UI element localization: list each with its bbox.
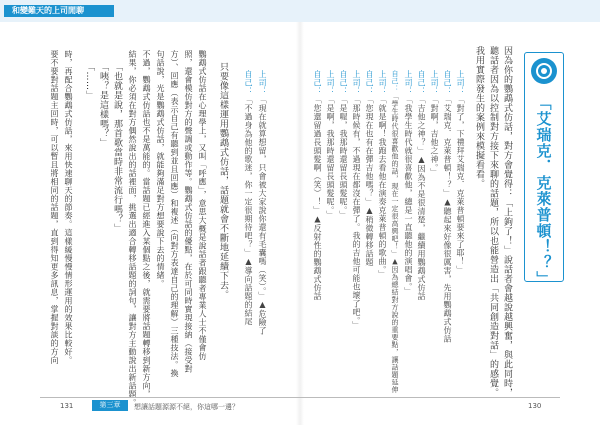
dialogue-line: 上司：「是啊，我那時還留長頭髮呢。」: [326, 70, 335, 219]
body-line: 只要像這樣運用鸚鵡式仿話，話題就會不斷地延續下去。: [218, 62, 228, 300]
body-line: 「也就是說，那首歌當時非常流行嗎？」: [112, 62, 122, 233]
dialogue-line: 自己：「您現在也有在彈吉他嗎？」▲稍微轉移話題: [365, 70, 374, 267]
dialogue-line: 自己：「吉他之神？」▲因為不是很清楚，繼續用鸚鵡式仿話: [417, 70, 426, 301]
dialogue-line: 上司：「我學生時代就很喜歡他，總是一直聽他的演唱會。」: [404, 70, 413, 296]
dialogue-line: 上司：「那時候有，不過現在都沒在彈了。我的吉他可能也壞了吧。」: [352, 70, 361, 330]
dialogue-line: 自己：「學生時代很喜歡他的話，現在一定很高興吧！」▲因為總結對方說的重要點，讓話題延伸: [391, 70, 399, 394]
footer-rule: [40, 397, 560, 398]
dialogue-line: 自己：「不過身為他的歌迷，你一定很期待吧？」▲導向話題的結尾: [244, 70, 253, 326]
body-line: 鸚鵡式仿話在心理學上，又叫「呼應」，意思大概是說話者跟聽者專業人士不僅會仿: [198, 50, 207, 361]
dialogue-line: 上司：「對啊，吉他之神。」: [430, 70, 439, 177]
footer-chapter-label: 第三章: [92, 400, 128, 411]
chapter-title: 「艾瑞克．克萊普頓！？」: [534, 95, 553, 287]
intro-line-2: 聽話者因為以控制對方接下來聊的話題，所以也能營造出「共同創造對話」的感覺。: [488, 46, 498, 398]
dialogue-line: 上司：「對了，下禮拜艾瑞克．克萊普頓要來了耶！」: [456, 70, 465, 274]
book-spine: [296, 22, 304, 425]
footer-chapter-title: 想讓話題源源不絕，你這哪一邊？: [134, 403, 239, 411]
body-line: 結果，你必須在對方偶然說出的話裡面，挑選出適合轉移話題的詞句，讓對方主動說出新話題。: [128, 50, 137, 407]
body-line: 句話說，光是鸚鵡式仿話，就能夠滿足對方想要說下去的情緒。: [156, 50, 165, 288]
dialogue-line: 自己：「您還留過長頭髮啊（笑）！」▲反射性的鸚鵡式仿話: [313, 70, 322, 301]
dialogue-line: 上司：「就是啊！我跑去看他在演奏克萊普頓的歌曲。」: [378, 70, 387, 279]
dialogue-line: 自己：「艾瑞克．克萊普頓！？」▲聽起來好像很厲害，先用鸚鵡式仿話: [443, 70, 452, 343]
right-page-number: 130: [528, 402, 542, 410]
chapter-title-box: [524, 52, 564, 287]
body-line: 不過，鸚鵡式仿話也不是萬能的。當話題已經進入某個點之後，就需要將話題轉移到新方向，: [142, 50, 151, 399]
dialogue-line: 自己：「是喔，我那時還留長頭髮呢。」: [339, 70, 348, 219]
body-line: 「咦？是這樣嗎？」: [98, 62, 108, 148]
body-line: 照，還會模仿對方的聲調或動作等。鸚鵡式仿話的優點，在於可同時實現接納（接受對: [184, 50, 193, 373]
running-header: 和變難天的上司閒聊: [4, 5, 114, 17]
left-page-number: 131: [60, 402, 74, 410]
body-line: 要不要對話題主回時，可以暫且將相同的話題，直到得知更多訊息，掌握對談的方向: [50, 50, 59, 365]
body-line: 「……」: [84, 62, 94, 100]
body-line: 方）、回應（表示自己有聽到並且回應）和複述（向對方表達自己的理解）三種技法。換: [170, 50, 179, 378]
dialogue-line: 上司：「現在就算想留，只會被大家說你還有毛囊嗎（笑）。」▲危險了: [258, 70, 267, 335]
intro-line-1: 因為你的鸚鵡式仿話，對方會覺得：「上鉤了！」說話者會越說越興奮，與此同時，: [502, 46, 512, 398]
body-line: 時，再配合鸚鵡式仿話，來用快速聊天的節奏。這樣緩慢慢情形運用的效果比較好。: [64, 50, 73, 365]
target-icon: [531, 58, 557, 84]
intro-line-3: 我用實際發生的案例來模擬看看。: [474, 46, 484, 189]
